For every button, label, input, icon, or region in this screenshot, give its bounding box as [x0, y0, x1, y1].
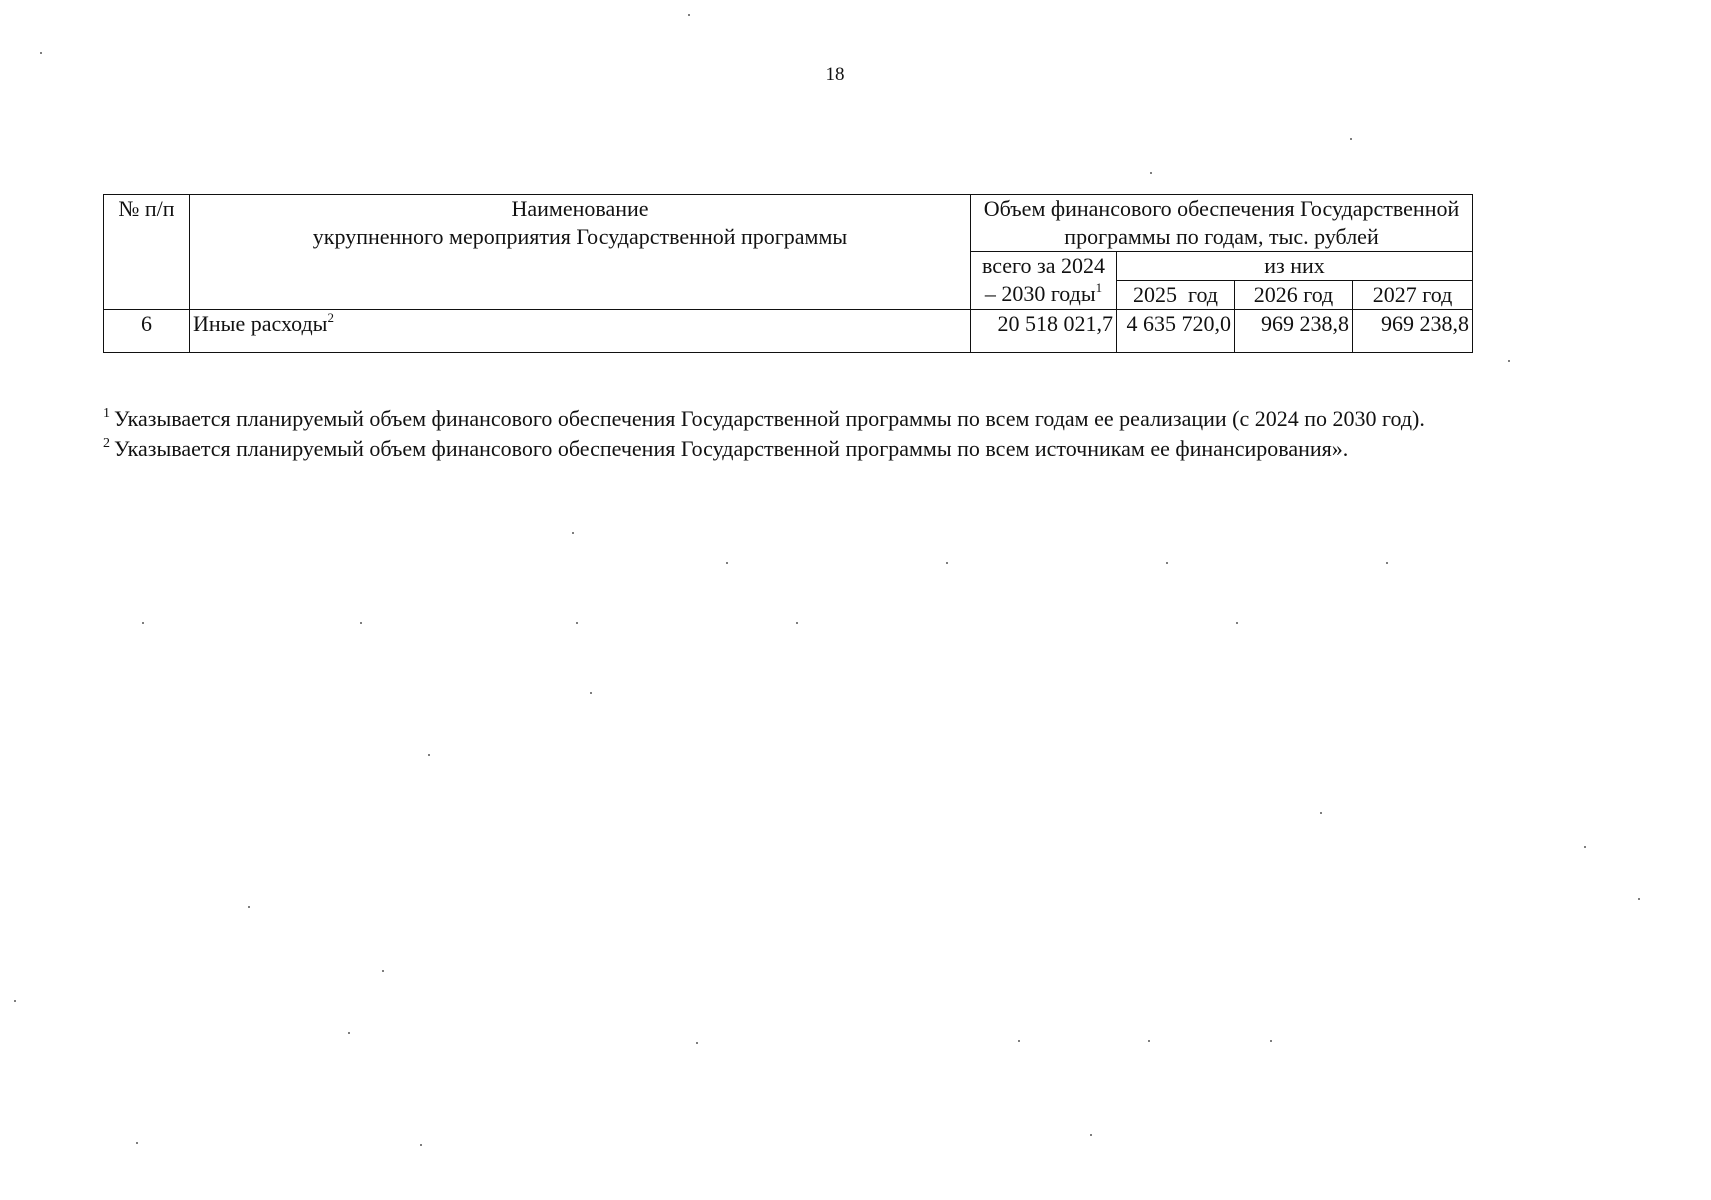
scan-speck — [576, 622, 578, 624]
header-year-2025: 2025 год — [1117, 281, 1235, 310]
footnote-text: Указывается планируемый объем финансового обеспечения Государственной программы по всем годам ее реализации (с 2024 по 2030 год). — [114, 406, 1425, 431]
scan-speck — [1350, 138, 1352, 140]
footnote-2 — [103, 434, 1683, 464]
scan-speck — [40, 52, 42, 54]
scan-speck — [1386, 562, 1388, 564]
scan-speck — [1148, 1040, 1150, 1042]
footnote-mark: 2 — [103, 436, 110, 451]
scan-speck — [572, 532, 574, 534]
header-year-2026: 2026 год — [1235, 281, 1353, 310]
scan-speck — [1166, 562, 1168, 564]
scan-speck — [1270, 1040, 1272, 1042]
scan-speck — [248, 906, 250, 908]
header-funding-volume: Объем финансового обеспечения Государственной программы по годам, тыс. рублей — [971, 195, 1473, 252]
header-total — [971, 252, 1117, 310]
header-number: № п/п — [104, 195, 190, 310]
row-activity-name-text: Иные расходы — [193, 311, 328, 336]
scan-speck — [360, 622, 362, 624]
header-of-them: из них — [1117, 252, 1473, 281]
row-value-2027: 969 238,8 — [1353, 310, 1473, 353]
funding-table — [103, 194, 1473, 353]
scan-speck — [1018, 1040, 1020, 1042]
scan-speck — [1150, 172, 1152, 174]
table-row — [104, 310, 1473, 353]
footnote-text: Указывается планируемый объем финансового обеспечения Государственной программы по всем источникам ее финансирования». — [114, 436, 1349, 461]
footnotes — [103, 404, 1683, 464]
row-activity-name — [190, 310, 971, 353]
scan-speck — [688, 14, 690, 16]
scan-speck — [696, 1042, 698, 1044]
scan-speck — [142, 622, 144, 624]
scan-speck — [590, 692, 592, 694]
table-header-row — [104, 195, 1473, 252]
scan-speck — [1584, 846, 1586, 848]
page-number: 18 — [825, 64, 845, 85]
footnote-mark: 1 — [103, 406, 110, 421]
row-number: 6 — [104, 310, 190, 353]
scan-speck — [726, 562, 728, 564]
row-activity-footnote-mark: 2 — [327, 310, 334, 325]
header-year-2027: 2027 год — [1353, 281, 1473, 310]
header-total-footnote-mark: 1 — [1095, 280, 1103, 295]
scan-speck — [1090, 1134, 1092, 1136]
header-activity-name-line1: Наименование — [511, 196, 649, 221]
header-activity-name — [190, 195, 971, 310]
scan-speck — [946, 562, 948, 564]
row-total-value: 20 518 021,7 — [971, 310, 1117, 353]
row-value-2026: 969 238,8 — [1235, 310, 1353, 353]
scan-speck — [420, 1144, 422, 1146]
scan-speck — [1236, 622, 1238, 624]
scan-speck — [796, 622, 798, 624]
scan-speck — [1320, 812, 1322, 814]
footnote-1 — [103, 404, 1683, 434]
scan-speck — [382, 970, 384, 972]
row-value-2025: 4 635 720,0 — [1117, 310, 1235, 353]
scan-speck — [428, 754, 430, 756]
scan-speck — [136, 1142, 138, 1144]
scan-speck — [1508, 360, 1510, 362]
scan-speck — [348, 1032, 350, 1034]
scan-speck — [14, 1000, 16, 1002]
scan-speck — [1638, 898, 1640, 900]
header-activity-name-line2: укрупненного мероприятия Государственной программы — [312, 224, 848, 249]
header-total-label: всего за 2024 – 2030 годы — [982, 253, 1105, 306]
